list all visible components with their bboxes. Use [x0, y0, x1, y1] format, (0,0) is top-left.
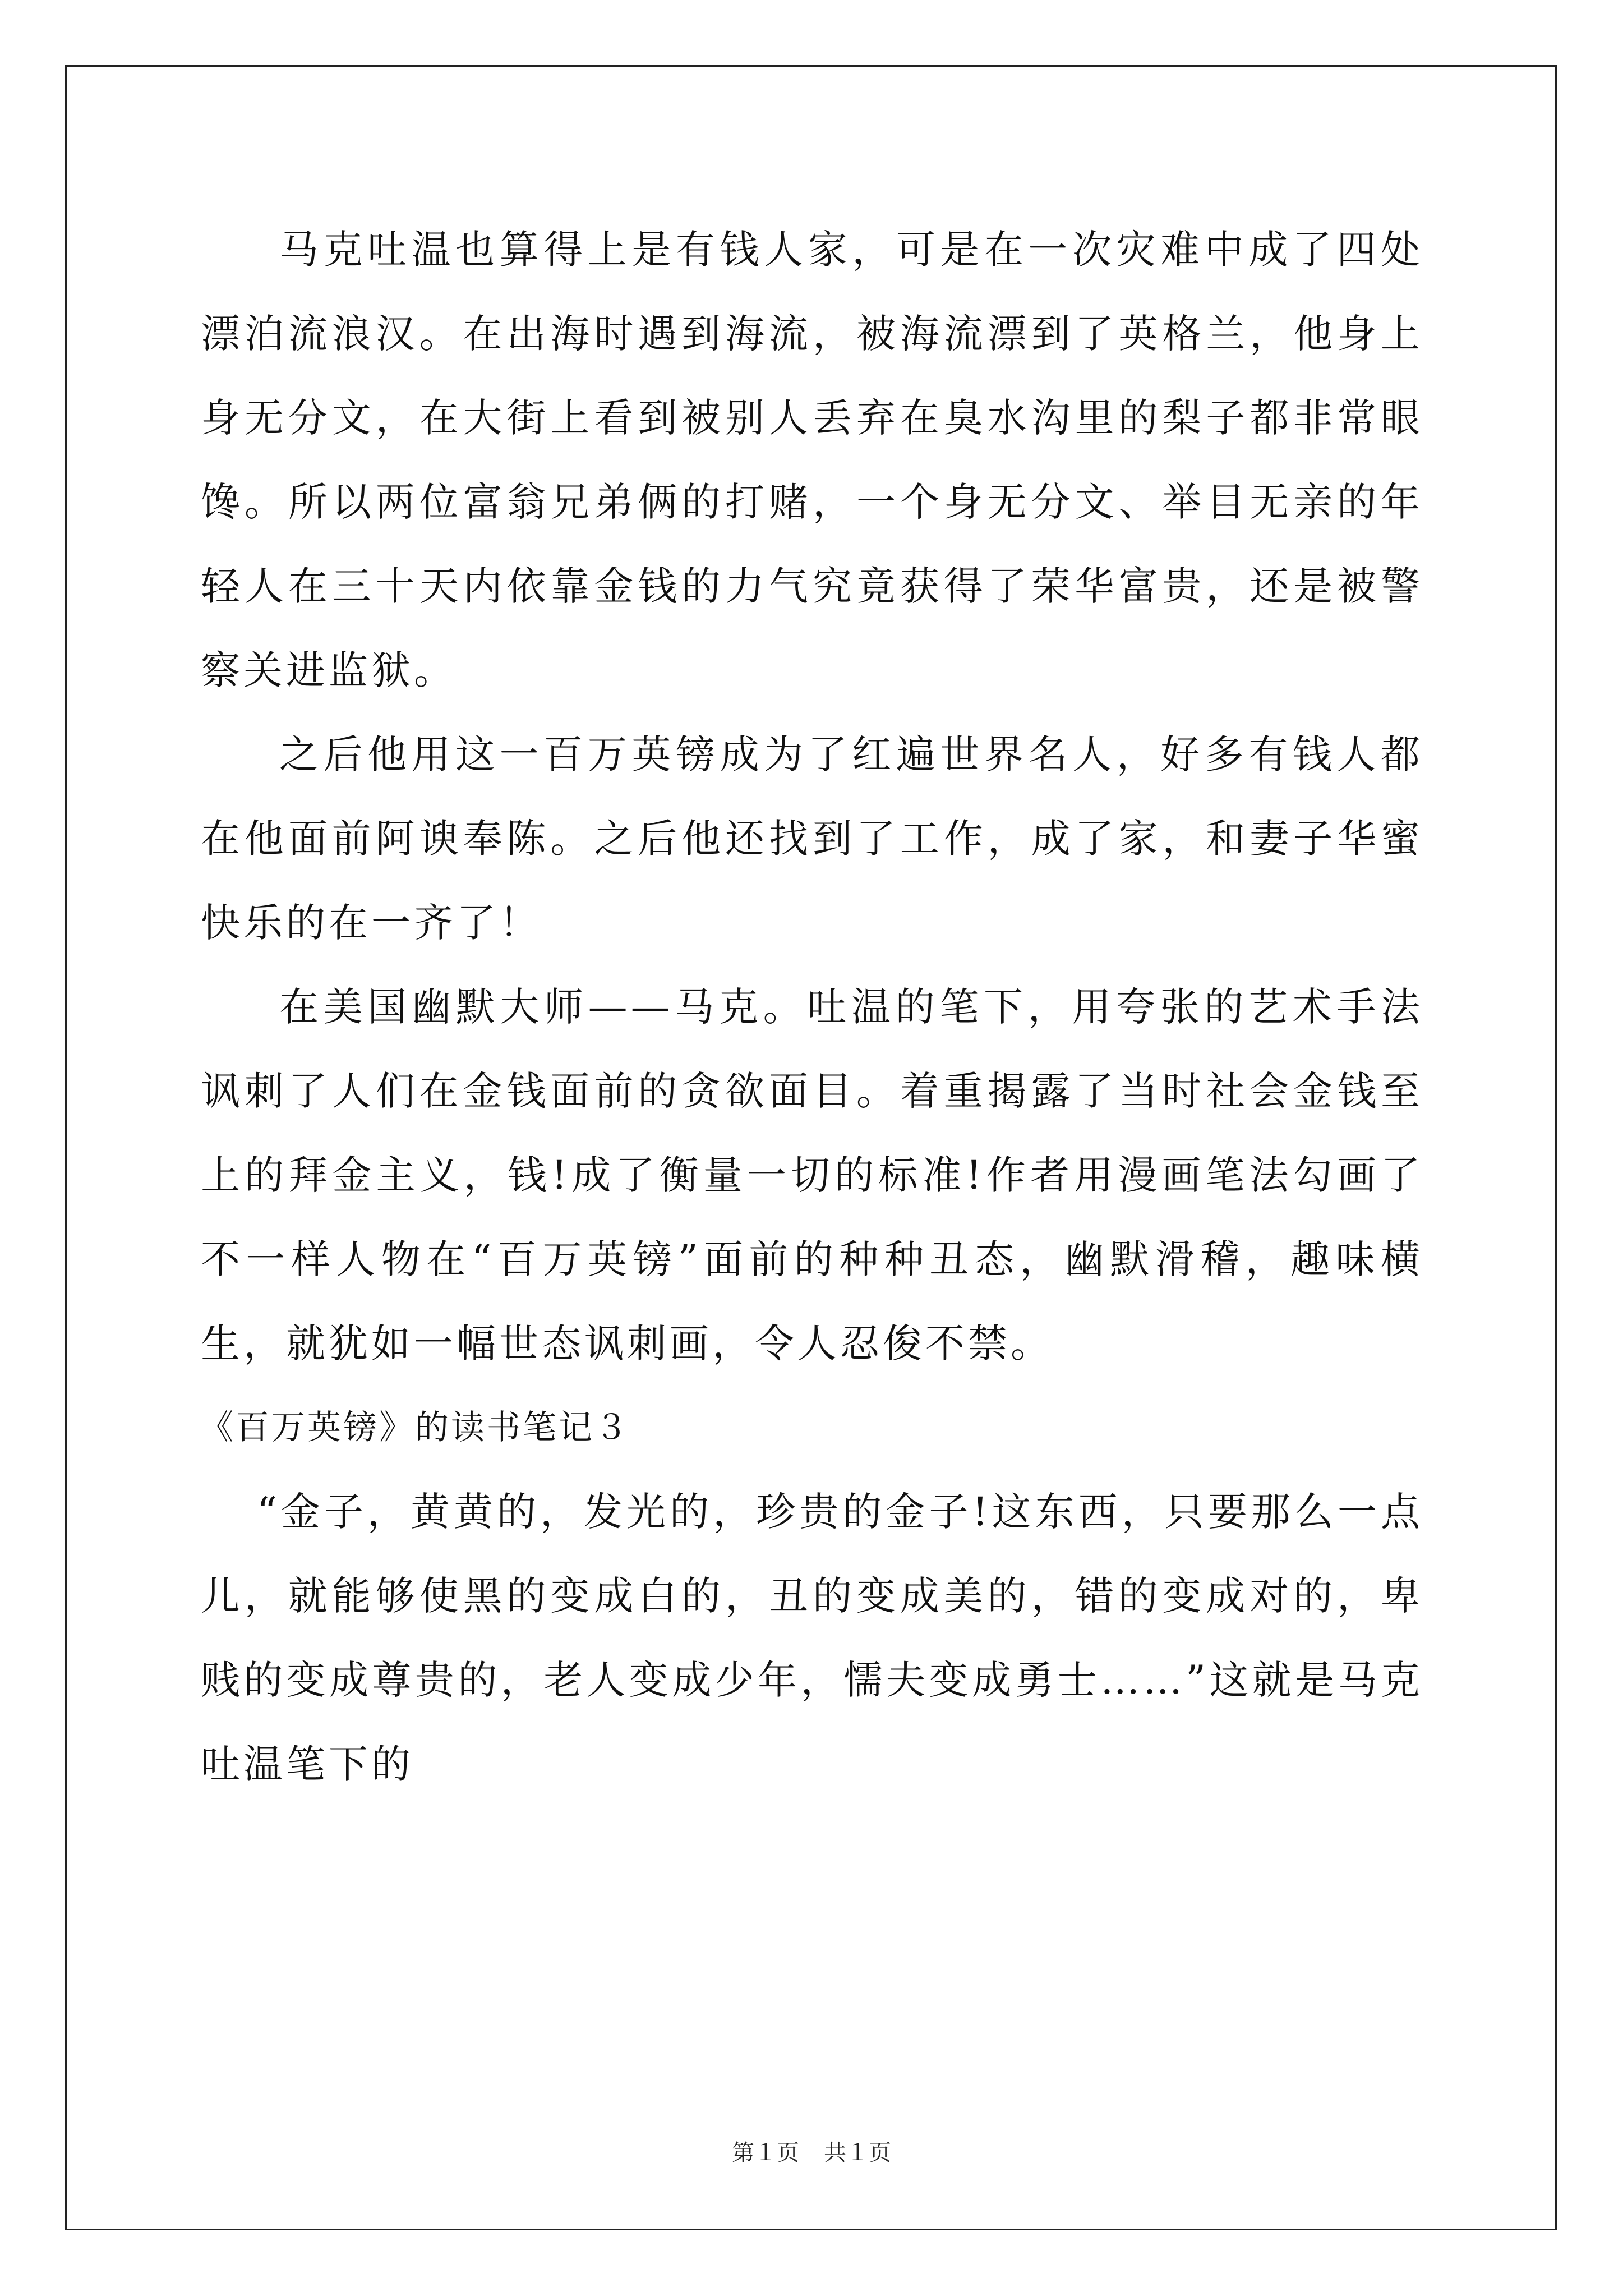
page-footer — [0, 2136, 1623, 2170]
page-total: 共１页 — [824, 2140, 891, 2166]
quote-paragraph: “金子，黄黄的，发光的，珍贵的金子!这东西，只要那么一点儿，就能够使黑的变成白的，丑的变成美的，错的变成对的，卑贱的变成尊贵的，老人变成少年，懦夫变成勇士……”这就是马克吐温笔下的 — [201, 1489, 1423, 1787]
section-heading: 《百万英镑》的读书笔记３ — [200, 1408, 630, 1447]
page-number: 第１页 — [732, 2140, 799, 2166]
document-body — [201, 208, 1423, 1806]
paragraph-2: 之后他用这一百万英镑成为了红遍世界名人，好多有钱人都在他面前阿谀奉陈。之后他还找到了工作，成了家，和妻子华蜜快乐的在一齐了！ — [201, 731, 1423, 946]
paragraph-3: 在美国幽默大师——马克。吐温的笔下，用夸张的艺术手法讽刺了人们在金钱面前的贪欲面目。着重揭露了当时社会金钱至上的拜金主义，钱!成了衡量一切的标准!作者用漫画笔法勾画了不一样人物在“百万英镑”面前的种种丑态，幽默滑稽，趣味横生，就犹如一幅世态讽刺画，令人忍俊不禁。 — [201, 984, 1423, 1366]
paragraph-1: 马克吐温也算得上是有钱人家，可是在一次灾难中成了四处漂泊流浪汉。在出海时遇到海流，被海流漂到了英格兰，他身上身无分文，在大街上看到被别人丢弃在臭水沟里的梨子都非常眼馋。所以两位富翁兄弟俩的打赌，一个身无分文、举目无亲的年轻人在三十天内依靠金钱的力气究竟获得了荣华富贵，还是被警察关进监狱。 — [201, 227, 1423, 693]
